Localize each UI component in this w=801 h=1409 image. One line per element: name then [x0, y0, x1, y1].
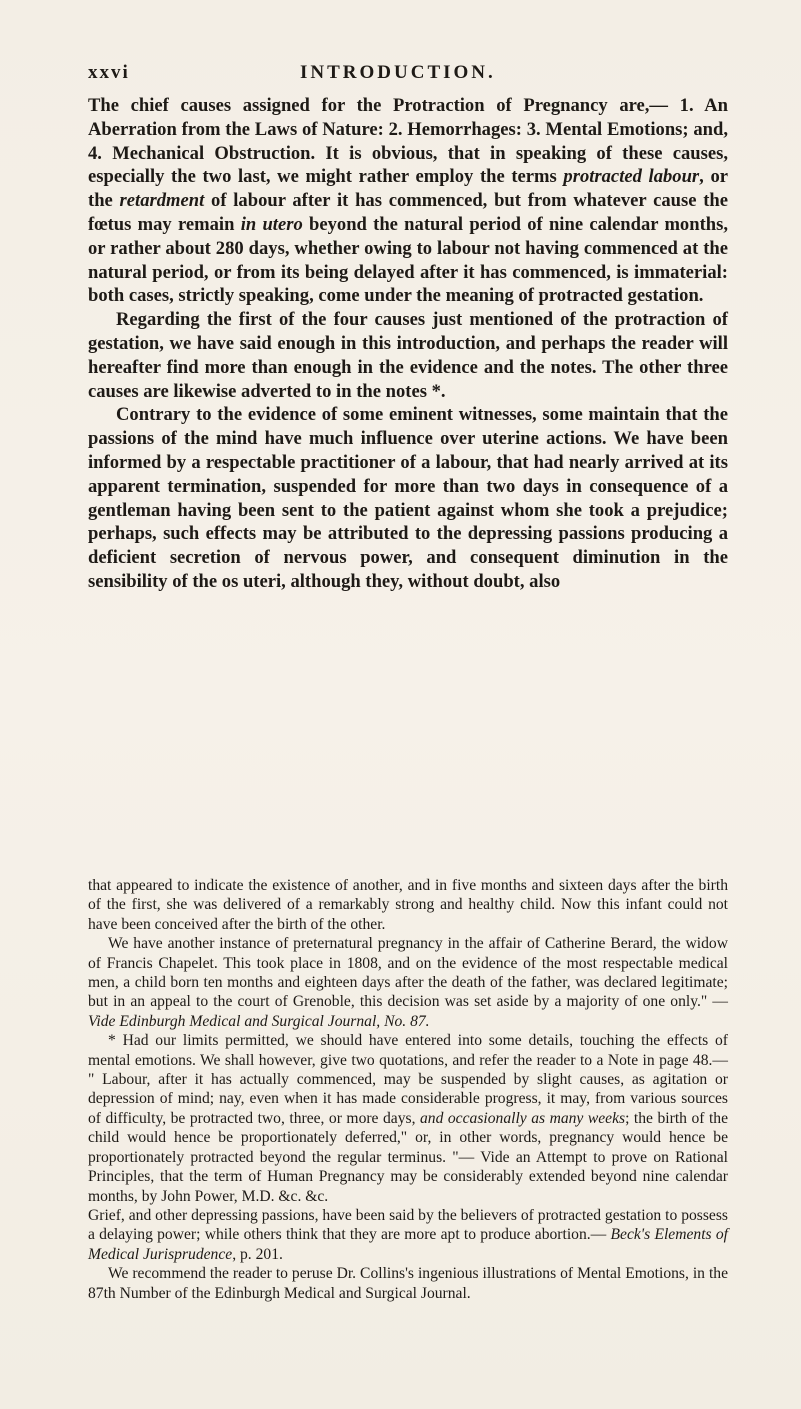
footnote-paragraph-3	[88, 1031, 728, 1206]
italic-term: retardment	[119, 190, 205, 212]
footnote-paragraph-2	[88, 934, 728, 1031]
citation: Vide Edinburgh Medical and Surgical Journal, No. 87.	[88, 1012, 430, 1030]
main-paragraph-1	[88, 94, 728, 308]
italic-term: in utero	[240, 213, 303, 235]
main-text	[88, 94, 728, 594]
main-paragraph-2: Regarding the first of the four causes just mentioned of the protraction of gestation, we have said enough in this introduction, and perhaps the reader will hereafter find more than enough in the evidence and the notes. The other three causes are likewise adverted to in the notes *.	[88, 309, 728, 402]
footnote-paragraph-5: We recommend the reader to peruse Dr. Collins's ingenious illustrations of Mental Emotions, in the 87th Number of the Edinburgh Medical and Surgical Journal.	[88, 1265, 728, 1302]
footnotes	[88, 876, 728, 1303]
page-header	[88, 62, 741, 84]
text-span: ; the birth of the child would hence be proportionately deferred," or, in other words, pregnancy would hence be proportionately protracted beyond the regular terminus. "— Vide an Attempt to prove on Rational Principles, that the term of Human Pregnancy may be considerably extended beyond nine calendar months, by John Power, M.D. &c. &c.	[88, 1109, 728, 1205]
italic-term: and occasionally as many weeks	[419, 1109, 626, 1127]
text-span: beyond the natural period of nine calendar months, or rather about 280 days, whether owing to labour not having commenced at the natural period, or from its being delayed after it has commenced, is immaterial: both cases, strictly speaking, come under the meaning of protracted gestation.	[88, 213, 728, 307]
citation: Beck's Elements of Medical Jurisprudence	[88, 1226, 728, 1263]
text-span: The chief causes assigned for the Protraction of Pregnancy are,— 1. An Aberration from the Laws of Nature: 2. Hemorrhages: 3. Mental Emotions; and, 4. Mechanical Obstruction. It is obvious, that in speaking of these causes, especially the two last, we might rather employ the terms	[88, 95, 728, 188]
text-span: of labour after it has commenced, but from whatever cause the fœtus may remain	[88, 190, 728, 235]
text-span: We have another instance of preternatural pregnancy in the affair of Catherine Berard, the widow of Francis Chapelet. This took place in 1808, and on the evidence of the most respectable medical men, a child born ten months and eighteen days after the death of the father, was declared legitimate; but in an appeal to the court of Grenoble, this decision was set aside by a majority of one only." —	[88, 935, 728, 1011]
italic-term: protracted labour	[563, 166, 700, 188]
text-span: * Had our limits permitted, we should have entered into some details, touching the effects of mental emotions. We shall however, give two quotations, and refer the reader to a Note in page 48.— " Labour, after it has actually commenced, may be suspended by slight causes, as agitation or depression of mind; nay, even when it has made considerable progress, it may, from various sources of difficulty, be protracted two, three, or more days,	[88, 1032, 728, 1127]
footnote-paragraph-4	[88, 1206, 728, 1264]
text-span: , or the	[88, 166, 728, 212]
text-span: , p. 201.	[232, 1245, 283, 1263]
main-paragraph-3: Contrary to the evidence of some eminent witnesses, some maintain that the passions of the mind have much influence over uterine actions. We have been informed by a respectable practitioner of a labour, that had nearly arrived at its apparent termination, suspended for more than two days in consequence of a gentleman having been sent to the patient against whom she took a prejudice; perhaps, such effects may be attributed to the depressing passions producing a deficient secretion of nervous power, and consequent diminution in the sensibility of the os uteri, although they, without doubt, also	[88, 404, 728, 592]
text-span: Grief, and other depressing passions, have been said by the believers of protracted gestation to possess a delaying power; while others think that they are more apt to produce abortion.—	[88, 1206, 728, 1244]
page-number: xxvi	[88, 62, 130, 83]
footnote-paragraph-1: that appeared to indicate the existence of another, and in five months and sixteen days after the birth of the first, she was delivered of a remarkably strong and healthy child. Now this infant could not have been conceived after the birth of the other.	[88, 877, 728, 933]
running-head: INTRODUCTION.	[300, 62, 496, 83]
